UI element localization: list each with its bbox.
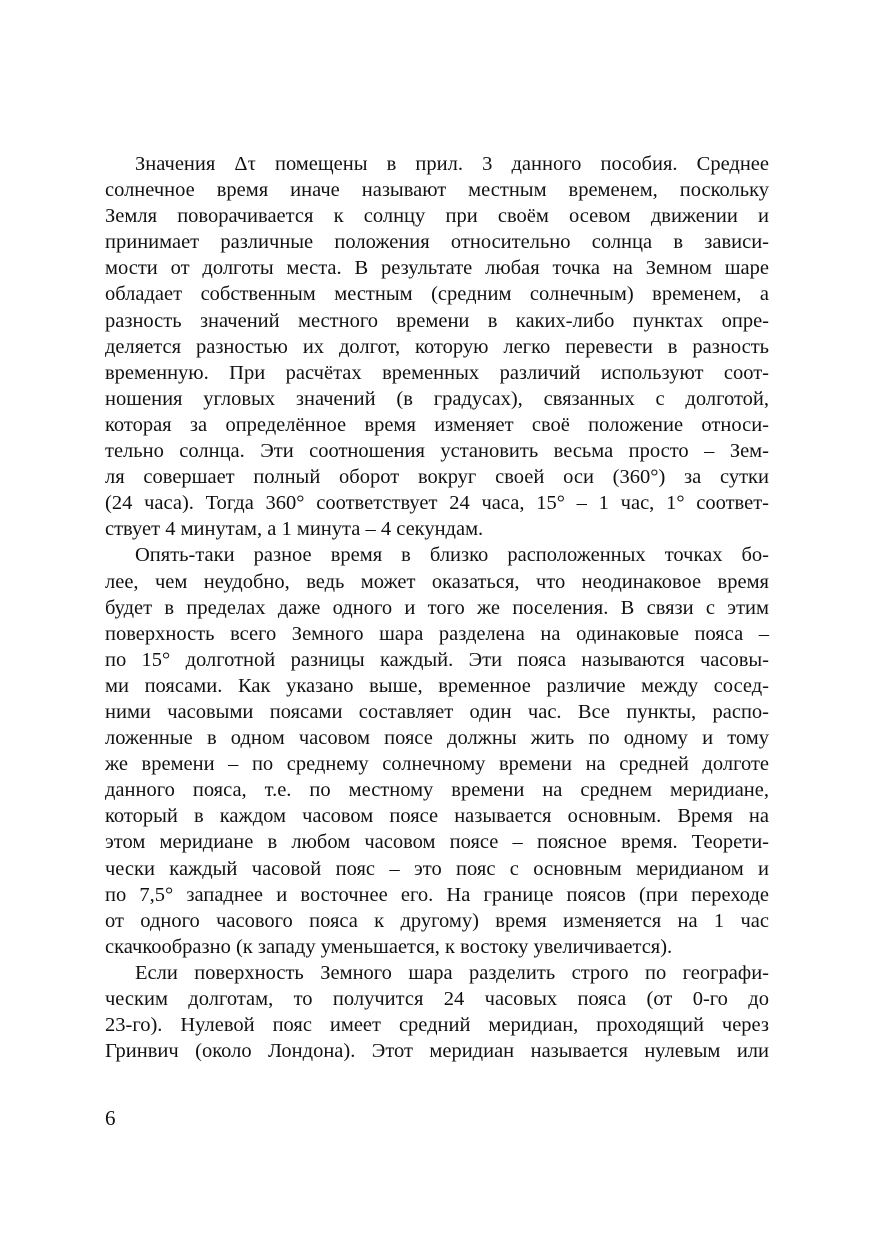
text-line: (24 часа). Тогда 360° соответствует 24 часа, 15° – 1 час, 1° соответ- (105, 492, 769, 515)
text-line: этом меридиане в любом часовом поясе – поясное время. Теорети- (105, 831, 769, 854)
text-line: скачкообразно (к западу уменьшается, к востоку увеличивается). (105, 935, 673, 958)
text-line: временную. При расчётах временных различий используют соот- (105, 361, 769, 384)
text-line: же времени – по среднему солнечному времени на средней долготе (105, 753, 769, 776)
text-line: от одного часового пояса к другому) время изменяется на 1 час (105, 909, 769, 932)
text-line: лее, чем неудобно, ведь может оказаться, что неодинаковое время (105, 570, 769, 593)
text-line: будет в пределах даже одного и того же поселения. В связи с этим (105, 596, 769, 619)
text-line: данного пояса, т.е. по местному времени на среднем меридиане, (105, 779, 769, 802)
text-line: Опять-таки разное время в близко расположенных точках бо- (135, 544, 769, 567)
text-line: ложенные в одном часовом поясе должны жить по одному и тому (105, 727, 769, 750)
text-line: по 7,5° западнее и восточнее его. На границе поясов (при переходе (105, 883, 769, 906)
body-text (105, 151, 769, 1064)
text-line: ними часовыми поясами составляет один час. Все пункты, распо- (105, 700, 769, 723)
paragraph-3 (105, 960, 769, 1064)
text-line: Если поверхность Земного шара разделить строго по географи- (135, 961, 769, 984)
text-line: мости от долготы места. В результате любая точка на Земном шаре (105, 257, 769, 280)
text-line: разность значений местного времени в каких-либо пунктах опре- (105, 309, 769, 332)
text-line: ми поясами. Как указано выше, временное различие между сосед- (105, 674, 769, 697)
text-line: ля совершает полный оборот вокруг своей оси (360°) за сутки (105, 466, 769, 489)
text-line: Земля поворачивается к солнцу при своём осевом движении и (105, 205, 769, 228)
text-line: ношения угловых значений (в градусах), связанных с долготой, (105, 387, 769, 410)
text-line: принимает различные положения относительно солнца в зависи- (105, 231, 769, 254)
text-line: поверхность всего Земного шара разделена на одинаковые пояса – (105, 622, 769, 645)
page-number: 6 (105, 1106, 116, 1130)
text-line: которая за определённое время изменяет своё положение относи- (105, 413, 769, 436)
text-line: солнечное время иначе называют местным временем, поскольку (105, 179, 769, 202)
text-line: тельно солнца. Эти соотношения установить весьма просто – Зем- (105, 440, 769, 463)
text-line: ствует 4 минутам, а 1 минута – 4 секундам. (105, 518, 484, 541)
text-line: обладает собственным местным (средним солнечным) временем, а (105, 283, 769, 306)
paragraph-1 (105, 151, 769, 542)
text-line: 23-го). Нулевой пояс имеет средний меридиан, проходящий через (105, 1014, 769, 1037)
text-line: Гринвич (около Лондона). Этот меридиан называется нулевым или (105, 1040, 769, 1063)
text-line: чески каждый часовой пояс – это пояс с основным меридианом и (105, 857, 769, 880)
text-line: деляется разностью их долгот, которую легко перевести в разность (105, 335, 769, 358)
paragraph-2 (105, 542, 769, 960)
text-line: Значения Δτ помещены в прил. 3 данного пособия. Среднее (135, 153, 769, 175)
text-line: который в каждом часовом поясе называется основным. Время на (105, 805, 769, 828)
text-line: по 15° долготной разницы каждый. Эти пояса называются часовы- (105, 648, 769, 671)
text-line: ческим долготам, то получится 24 часовых пояса (от 0-го до (105, 988, 769, 1010)
